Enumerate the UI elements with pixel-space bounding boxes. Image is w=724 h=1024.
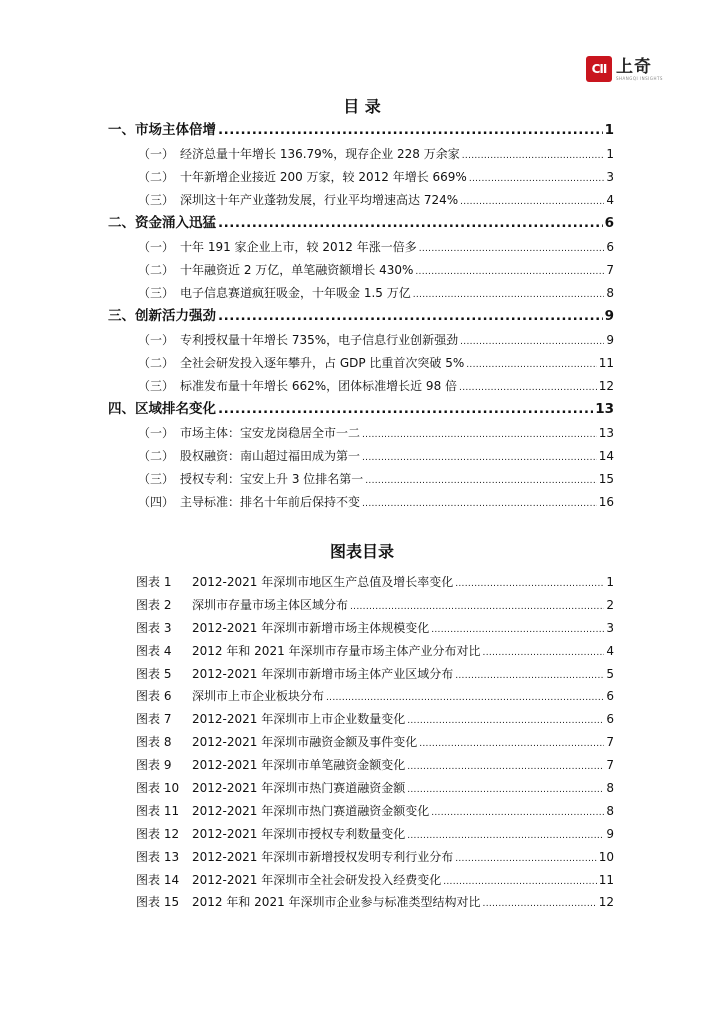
toc-section[interactable]: 二、资金涌入迅猛 ..... 6 bbox=[108, 212, 614, 236]
figure-entry[interactable]: 图表 14 2012-2021 年深圳市全社会研发投入经费变化 ..... 11 bbox=[136, 869, 614, 892]
toc-title: 目 录 bbox=[343, 97, 381, 116]
toc-subsection[interactable]: （一） 专利授权量十年增长 735%，电子信息行业创新强劲 ..... 9 bbox=[108, 329, 614, 352]
toc-subsection[interactable]: （一） 十年 191 家企业上市，较 2012 年涨一倍多 ..... 6 bbox=[108, 236, 614, 259]
logo-subtitle: SHANGQI INSIGHTS bbox=[616, 75, 663, 81]
figure-entry[interactable]: 图表 2 深圳市存量市场主体区域分布 ..... 2 bbox=[136, 594, 614, 617]
figure-entry[interactable]: 图表 10 2012-2021 年深圳市热门赛道融资金额 ..... 8 bbox=[136, 777, 614, 800]
figure-entry[interactable]: 图表 3 2012-2021 年深圳市新增市场主体规模变化 ..... 3 bbox=[136, 617, 614, 640]
figure-entry[interactable]: 图表 15 2012 年和 2021 年深圳市企业参与标准类型结构对比 ..... 12 bbox=[136, 891, 614, 914]
logo-name: 上奇 bbox=[616, 56, 652, 77]
company-logo bbox=[586, 56, 663, 82]
toc-subsection[interactable]: （二） 十年新增企业接近 200 万家，较 2012 年增长 669% ..... 3 bbox=[108, 166, 614, 189]
toc-subsection[interactable]: （二） 全社会研发投入逐年攀升，占 GDP 比重首次突破 5% ..... 11 bbox=[108, 352, 614, 375]
figure-entry[interactable]: 图表 9 2012-2021 年深圳市单笔融资金额变化 ..... 7 bbox=[136, 754, 614, 777]
figure-entry[interactable]: 图表 1 2012-2021 年深圳市地区生产总值及增长率变化 ..... 1 bbox=[136, 571, 614, 594]
figure-entry[interactable]: 图表 5 2012-2021 年深圳市新增市场主体产业区域分布 ..... 5 bbox=[136, 663, 614, 686]
figure-list bbox=[136, 571, 614, 914]
figure-entry[interactable]: 图表 7 2012-2021 年深圳市上市企业数量变化 ..... 6 bbox=[136, 708, 614, 731]
toc-subsection[interactable]: （二） 股权融资：南山超过福田成为第一 ..... 14 bbox=[108, 445, 614, 468]
figure-entry[interactable]: 图表 8 2012-2021 年深圳市融资金额及事件变化 ..... 7 bbox=[136, 731, 614, 754]
toc-subsection[interactable]: （二） 十年融资近 2 万亿，单笔融资额增长 430% ..... 7 bbox=[108, 259, 614, 282]
toc-section[interactable]: 一、市场主体倍增 ..... 1 bbox=[108, 119, 614, 143]
toc-subsection[interactable]: （一） 市场主体：宝安龙岗稳居全市一二 ..... 13 bbox=[108, 422, 614, 445]
figure-entry[interactable]: 图表 4 2012 年和 2021 年深圳市存量市场主体产业分布对比 ..... 4 bbox=[136, 640, 614, 663]
figure-list-title: 图表目录 bbox=[329, 542, 394, 561]
toc-subsection[interactable]: （一） 经济总量十年增长 136.79%，现存企业 228 万余家 ..... 1 bbox=[108, 143, 614, 166]
toc-subsection[interactable]: （三） 授权专利：宝安上升 3 位排名第一 ..... 15 bbox=[108, 468, 614, 491]
toc-subsection[interactable]: （三） 标准发布量十年增长 662%，团体标准增长近 98 倍 ..... 12 bbox=[108, 375, 614, 398]
toc-subsection[interactable]: （三） 深圳这十年产业蓬勃发展，行业平均增速高达 724% ..... 4 bbox=[108, 189, 614, 212]
figure-entry[interactable]: 图表 12 2012-2021 年深圳市授权专利数量变化 ..... 9 bbox=[136, 823, 614, 846]
toc-section[interactable]: 三、创新活力强劲 ..... 9 bbox=[108, 305, 614, 329]
table-of-contents bbox=[108, 119, 614, 514]
toc-section[interactable]: 四、区域排名变化 ..... 13 bbox=[108, 398, 614, 422]
figure-entry[interactable]: 图表 6 深圳市上市企业板块分布 ..... 6 bbox=[136, 685, 614, 708]
figure-entry[interactable]: 图表 13 2012-2021 年深圳市新增授权发明专利行业分布 ..... 10 bbox=[136, 846, 614, 869]
toc-subsection[interactable]: （四） 主导标准：排名十年前后保持不变 ..... 16 bbox=[108, 491, 614, 514]
logo-mark: CII bbox=[586, 56, 612, 82]
figure-entry[interactable]: 图表 11 2012-2021 年深圳市热门赛道融资金额变化 ..... 8 bbox=[136, 800, 614, 823]
toc-subsection[interactable]: （三） 电子信息赛道疯狂吸金，十年吸金 1.5 万亿 ..... 8 bbox=[108, 282, 614, 305]
